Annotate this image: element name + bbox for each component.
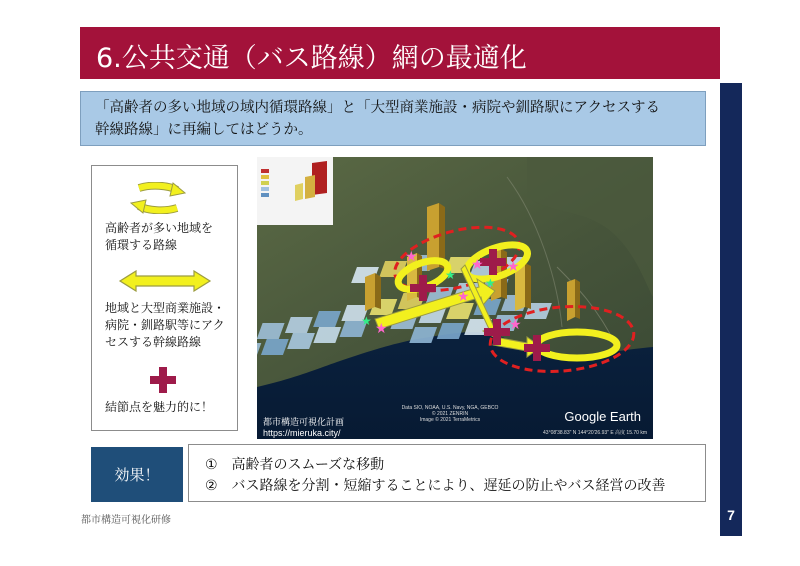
effect-item-1: ① 高齢者のスムーズな移動 (205, 457, 385, 473)
map-watermark: 都市構造可視化計画 https://mieruka.city/ (263, 417, 345, 438)
map-credit: Data SIO, NOAA, U.S. Navy, NGA, GEBCO © 2021 ZENRIN Image © 2021 TerraMetrics (401, 405, 499, 423)
lead-line-2: 幹線路線」に再編してはどうか。 (95, 122, 313, 138)
svg-text:★: ★ (445, 268, 456, 282)
lead-box (80, 91, 706, 146)
lead-line-1: 「高齢者の多い地域の域内循環路線」と「大型商業施設・病院や釧路駅にアクセスする (95, 100, 661, 116)
effect-box (188, 444, 706, 502)
svg-text:★: ★ (405, 249, 418, 265)
circular-arrows-icon (125, 182, 191, 214)
svg-text:★: ★ (471, 257, 484, 273)
page-number: 7 (727, 507, 735, 523)
legend-node-text: 結節点を魅力的に！ (105, 400, 214, 414)
legend-circular-text: 高齢者が多い地域を 循環する路線 (105, 221, 214, 252)
google-earth-label: Google Earth (564, 409, 641, 424)
page-title: 6.公共交通（バス路線）網の最適化 (96, 43, 527, 74)
legend-trunk-text: 地域と大型商業施設・ 病院・釧路駅等にアク セスする幹線路線 (105, 301, 226, 349)
footer-text: 都市構造可視化研修 (81, 515, 171, 526)
double-arrow-icon (118, 270, 212, 292)
effect-label: 効果！ (91, 447, 183, 502)
svg-text:★: ★ (509, 317, 522, 333)
map-graphic (257, 157, 653, 439)
svg-text:★: ★ (485, 276, 496, 290)
side-bar (720, 83, 742, 536)
svg-text:★: ★ (507, 259, 520, 275)
cross-icon (148, 365, 178, 395)
svg-text:★: ★ (457, 289, 470, 305)
effect-item-2: ② バス路線を分割・短縮することにより、遅延の防止やバス経営の改善 (205, 478, 666, 494)
legend-box (91, 165, 238, 431)
map-coordinates: 43°08'38.83" N 144°20'26.93" E 高度 15.70 km (543, 430, 647, 436)
map-image (257, 157, 653, 439)
svg-text:★: ★ (361, 314, 372, 328)
svg-text:★: ★ (375, 321, 388, 337)
